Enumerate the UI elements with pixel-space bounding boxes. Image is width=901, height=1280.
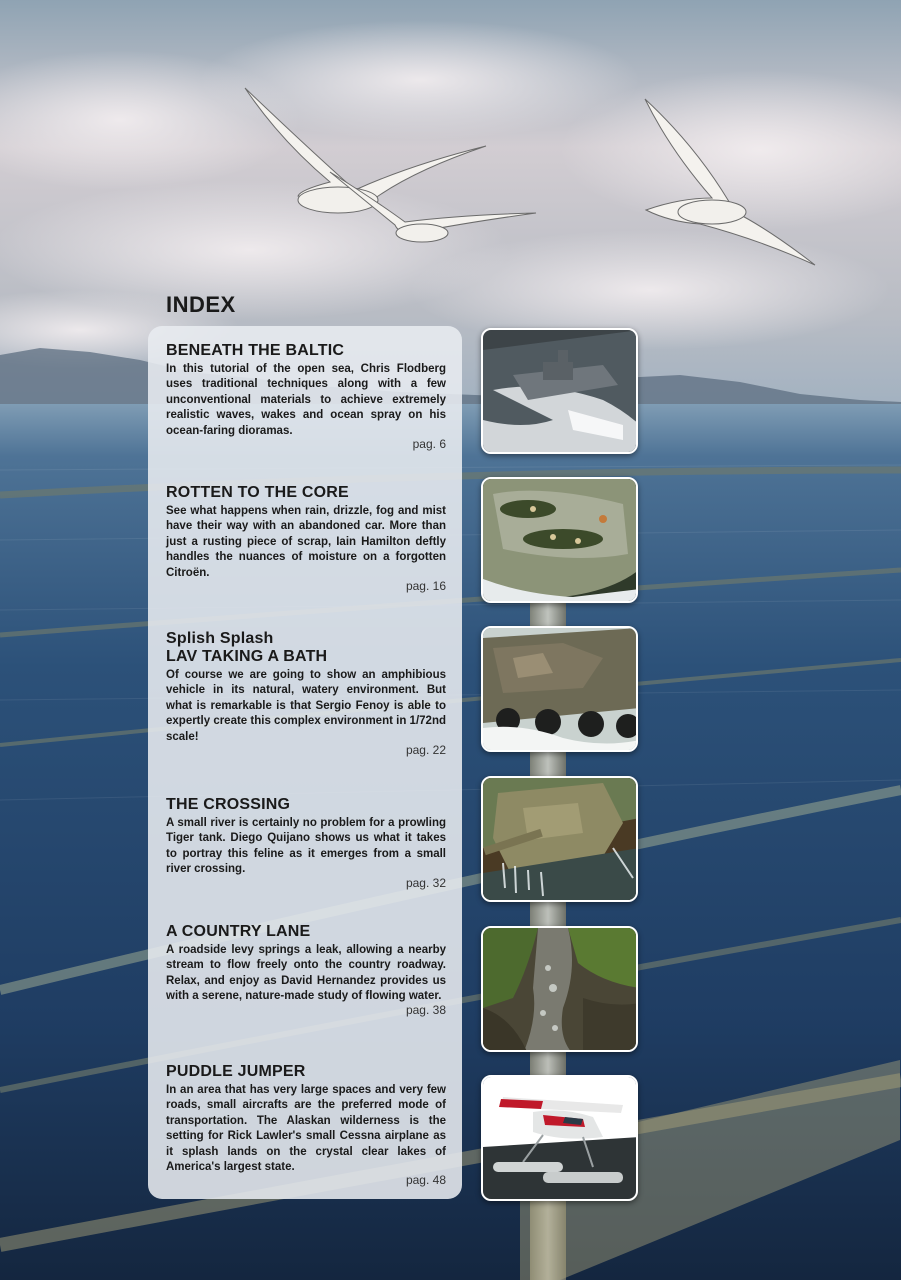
- article-title: Splish Splash: [166, 630, 274, 647]
- article-page-number: pag. 6: [412, 437, 446, 452]
- article-title: PUDDLE JUMPER: [166, 1063, 306, 1080]
- article-title: BENEATH THE BALTIC: [166, 342, 345, 359]
- article-title: ROTTEN TO THE CORE: [166, 484, 349, 501]
- article-subtitle: LAV TAKING A BATH: [166, 648, 328, 665]
- article-description: In an area that has very large spaces and very few roads, small aircrafts are the preferred mode of transportation. The Alaskan wilderness is the setting for Rick Lawler's small Cessna airplane as it splash lands on the crystal clear lakes of America's largest state.: [166, 1084, 446, 1174]
- article-page-number: pag. 32: [405, 875, 446, 890]
- article-rotten-to-the-core[interactable]: [166, 484, 446, 593]
- article-page-number: pag. 16: [405, 579, 446, 594]
- country-stream-thumbnail[interactable]: [481, 926, 638, 1052]
- battleship-waves-thumbnail[interactable]: [481, 328, 638, 454]
- article-page-number: pag. 48: [405, 1173, 446, 1188]
- amphibious-vehicle-thumbnail[interactable]: [481, 626, 638, 752]
- abandoned-car-thumbnail[interactable]: [481, 477, 638, 603]
- article-beneath-the-baltic[interactable]: [166, 342, 446, 451]
- article-description: A small river is certainly no problem for a prowling Tiger tank. Diego Quijano shows us what it takes to portray this feline as it emerges from a small river crossing.: [166, 817, 446, 876]
- page-title: INDEX: [166, 292, 236, 317]
- article-description: See what happens when rain, drizzle, fog and mist have their way with an abandoned car. More than just a rusting piece of scrap, Iain Hamilton deftly handles the nuances of moisture on a forgotten Citroën.: [166, 505, 446, 579]
- article-splish-splash[interactable]: [166, 630, 446, 757]
- article-page-number: pag. 38: [405, 1002, 446, 1017]
- article-title: THE CROSSING: [166, 796, 291, 813]
- floatplane-thumbnail[interactable]: [481, 1075, 638, 1201]
- tiger-tank-thumbnail[interactable]: [481, 776, 638, 902]
- article-description: A roadside levy springs a leak, allowing a nearby stream to flow freely onto the country roadway. Relax, and enjoy as David Hernandez provides us with a serene, nature-made study of flowing water.: [166, 944, 446, 1003]
- article-description: Of course we are going to show an amphibious vehicle in its natural, watery environment. But what is remarkable is that Sergio Fenoy is able to expertly create this complex environment in 1/72nd scale!: [166, 669, 446, 743]
- article-description: In this tutorial of the open sea, Chris Flodberg uses traditional techniques along with a few unconventional materials to achieve extremely realistic waves, wakes and ocean spray on his ocean-faring dioramas.: [166, 363, 446, 437]
- article-puddle-jumper[interactable]: [166, 1063, 446, 1187]
- article-a-country-lane[interactable]: [166, 923, 446, 1017]
- article-the-crossing[interactable]: [166, 796, 446, 890]
- article-page-number: pag. 22: [405, 743, 446, 758]
- article-title: A COUNTRY LANE: [166, 923, 311, 940]
